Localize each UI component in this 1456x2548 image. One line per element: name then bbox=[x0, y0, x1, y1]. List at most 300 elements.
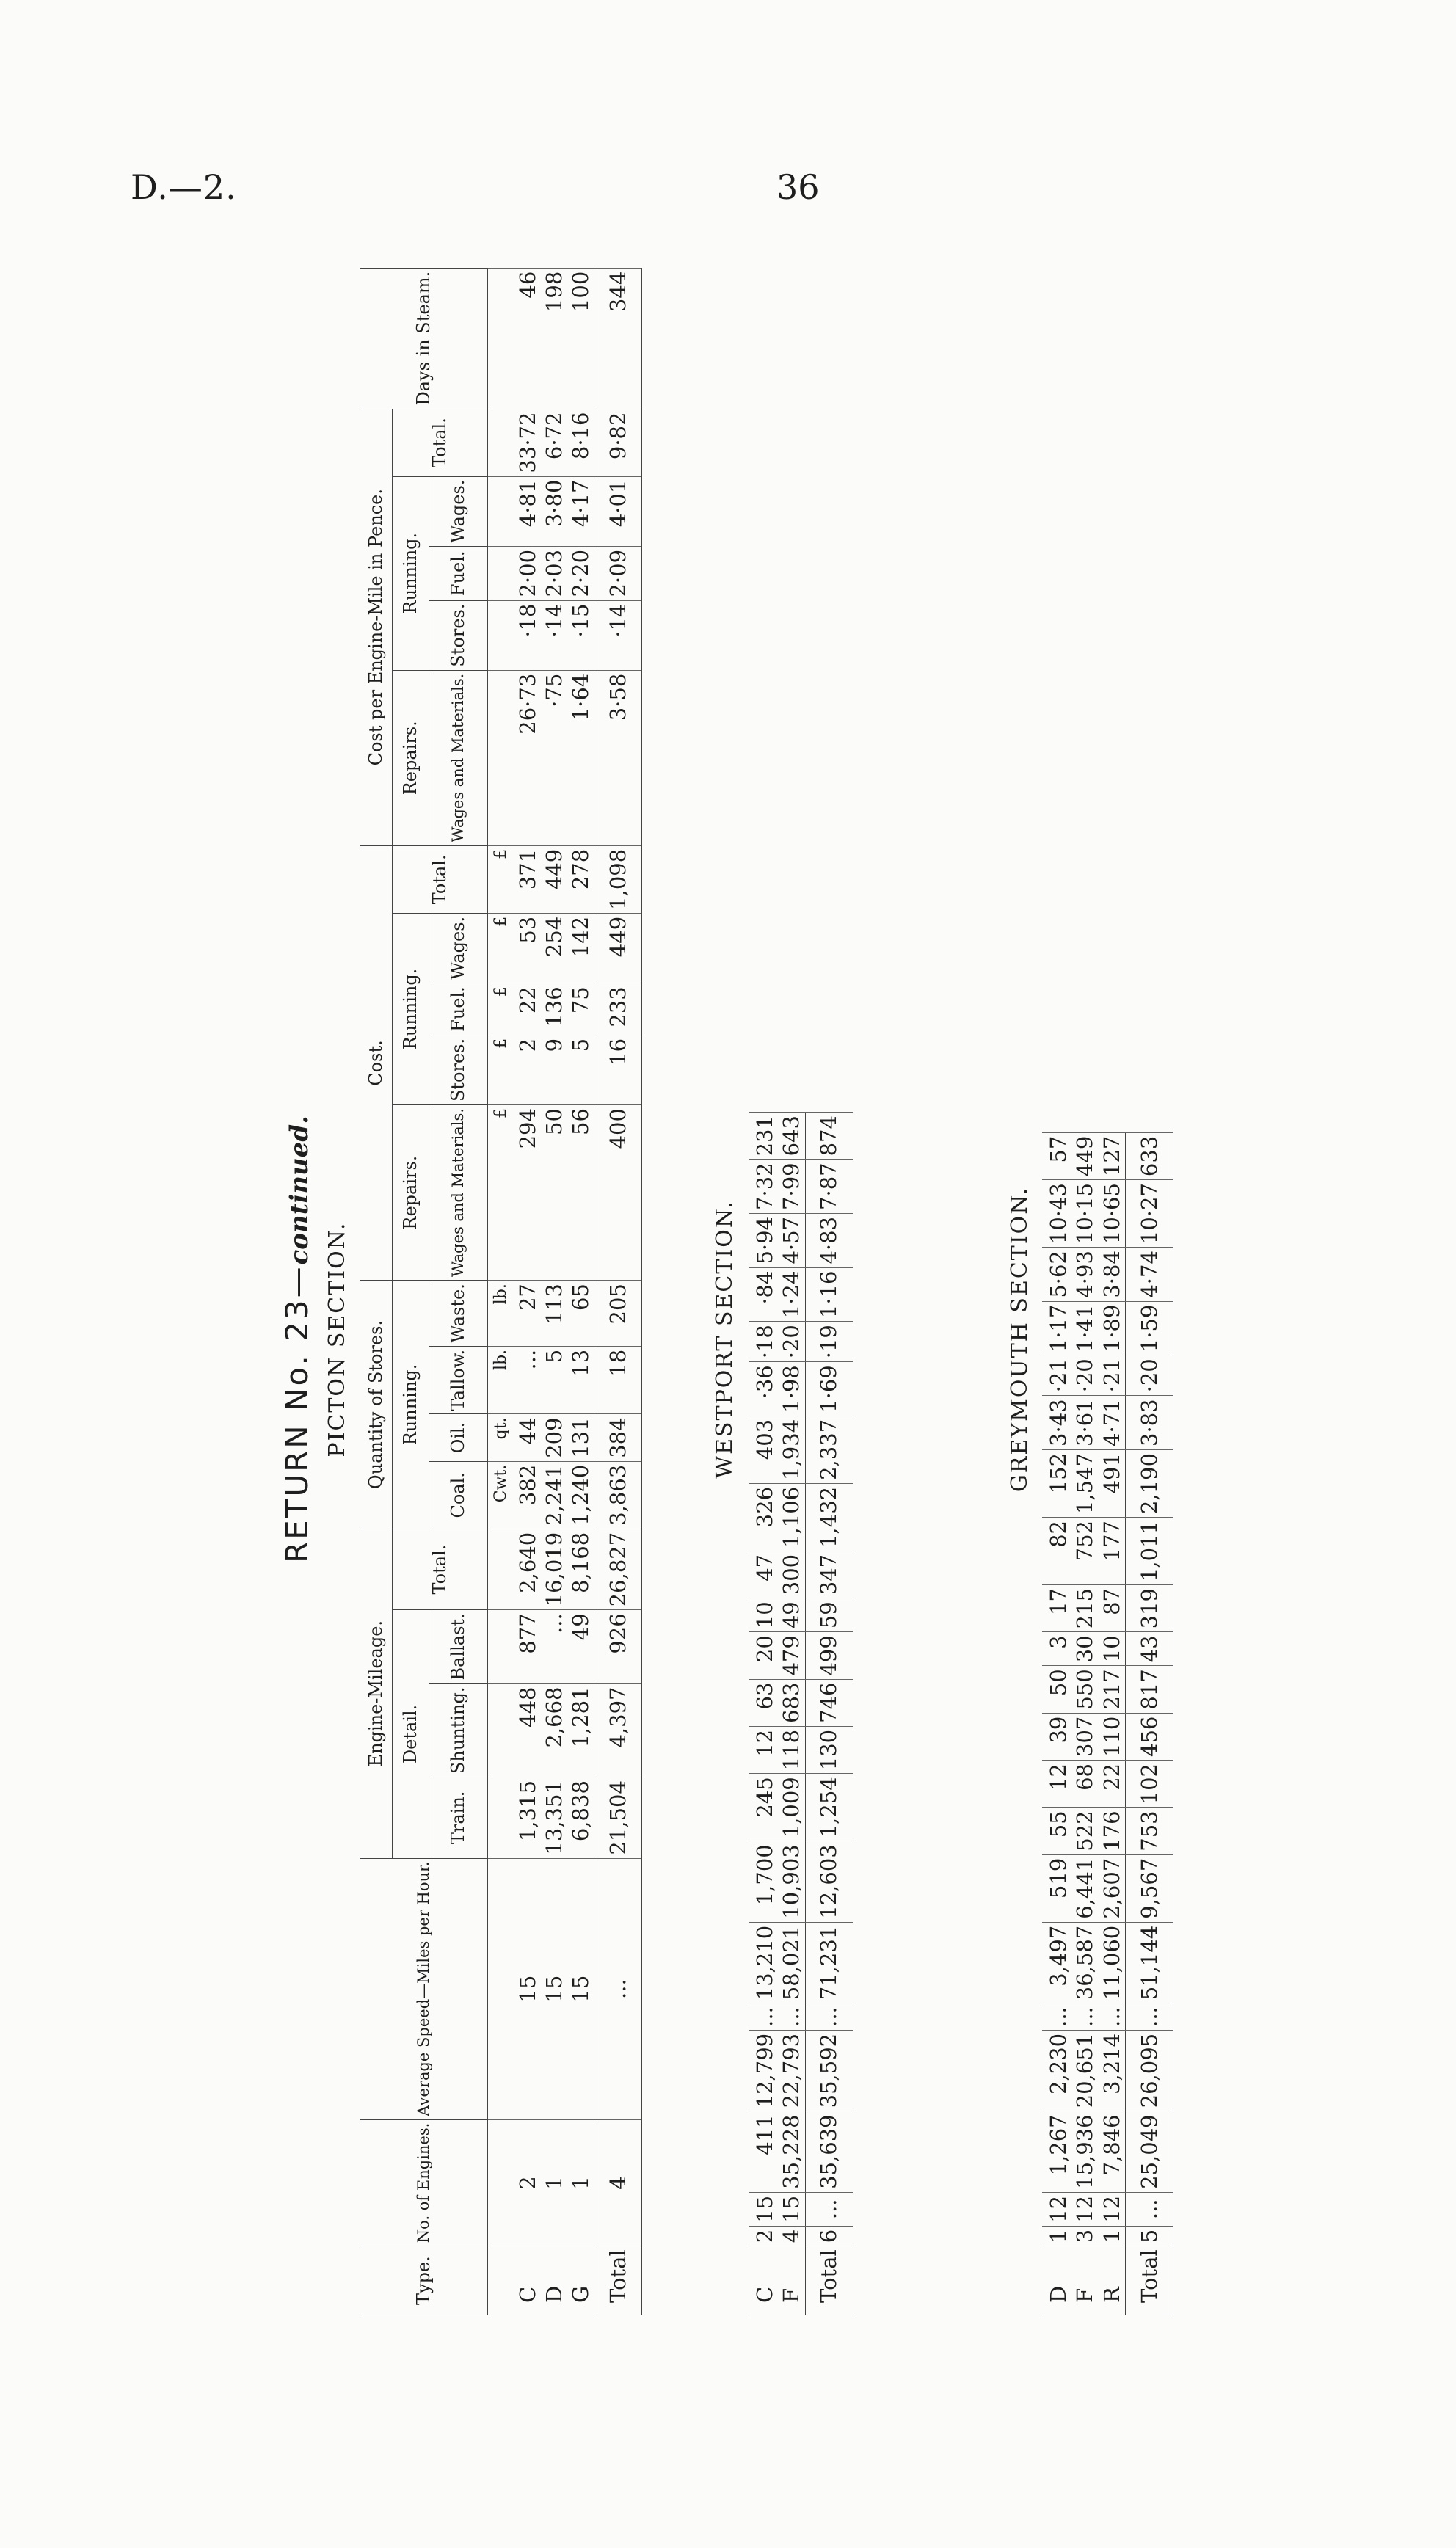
table-cell: 1,267 bbox=[1042, 2111, 1071, 2192]
table-cell: 12 bbox=[1042, 1761, 1071, 1808]
detail-header: Detail. bbox=[393, 1610, 429, 1858]
table-cell: 3·80 bbox=[541, 476, 567, 546]
table-cell: 82 bbox=[1042, 1517, 1071, 1584]
table-cell: 4 bbox=[778, 2226, 805, 2246]
table-cell: 53 bbox=[512, 913, 541, 983]
table-cell: 44 bbox=[512, 1414, 541, 1461]
table-cell: C bbox=[749, 2246, 778, 2315]
pence-stores-header: Stores. bbox=[429, 600, 488, 670]
table-cell: ·36 bbox=[749, 1362, 778, 1416]
table-cell: 33·72 bbox=[512, 409, 541, 476]
table-cell: 12 bbox=[749, 1726, 778, 1773]
table-cell bbox=[488, 1777, 512, 1858]
avg-speed-header: Average Speed—Miles per Hour. bbox=[360, 1858, 488, 2119]
table-cell: ... bbox=[805, 2192, 853, 2226]
table-cell: 7·99 bbox=[778, 1160, 805, 1214]
table-cell: 8·16 bbox=[567, 409, 594, 476]
table-cell: ·14 bbox=[594, 600, 642, 670]
table-cell: 456 bbox=[1125, 1713, 1173, 1760]
table-cell: 4·17 bbox=[567, 476, 594, 546]
pence-total-header: Total. bbox=[393, 409, 488, 476]
table-cell: 39 bbox=[1042, 1713, 1071, 1760]
table-cell: 1,315 bbox=[512, 1777, 541, 1858]
table-cell: 403 bbox=[749, 1416, 778, 1483]
table-cell: 56 bbox=[567, 1105, 594, 1281]
tallow-header: Tallow. bbox=[429, 1346, 488, 1414]
table-cell: 9,567 bbox=[1125, 1854, 1173, 1922]
table-cell: 36,587 bbox=[1071, 1922, 1098, 2003]
table-cell bbox=[488, 1684, 512, 1777]
table-cell: 26,827 bbox=[594, 1529, 642, 1609]
table-cell: 7·87 bbox=[805, 1160, 853, 1214]
table-cell: 1·17 bbox=[1042, 1301, 1071, 1355]
greymouth-body bbox=[1042, 1132, 1173, 2315]
table-cell: 3·43 bbox=[1042, 1396, 1071, 1450]
table-cell: ... bbox=[1071, 2003, 1098, 2031]
total-row bbox=[594, 268, 642, 2315]
table-cell: 217 bbox=[1099, 1666, 1126, 1713]
table-cell: 47 bbox=[749, 1551, 778, 1598]
table-cell: 10 bbox=[749, 1598, 778, 1632]
cost-header: Cost. bbox=[360, 845, 393, 1280]
table-cell: 519 bbox=[1042, 1854, 1071, 1922]
table-cell: 4 bbox=[594, 2119, 642, 2246]
table-cell: 326 bbox=[749, 1483, 778, 1551]
table-cell: 2,230 bbox=[1042, 2030, 1071, 2111]
table-cell: 10 bbox=[1099, 1632, 1126, 1666]
table-cell: 1,281 bbox=[567, 1684, 594, 1777]
table-cell: 11,060 bbox=[1099, 1922, 1126, 2003]
table-cell: 4·71 bbox=[1099, 1396, 1126, 1450]
table-cell: 5 bbox=[1125, 2226, 1173, 2246]
table-cell: 449 bbox=[594, 913, 642, 983]
table-cell: 13 bbox=[567, 1346, 594, 1414]
table-cell bbox=[488, 476, 512, 546]
wages-header: Wages. bbox=[429, 913, 488, 983]
table-cell: 10·27 bbox=[1125, 1180, 1173, 1248]
no-engines-header: No. of Engines. bbox=[360, 2119, 488, 2246]
document-code: D.—2. bbox=[131, 167, 237, 207]
table-cell: 50 bbox=[1042, 1666, 1071, 1713]
table-cell: 2,190 bbox=[1125, 1449, 1173, 1517]
table-cell: 6,441 bbox=[1071, 1854, 1098, 1922]
table-cell: 26,095 bbox=[1125, 2030, 1173, 2111]
continued-label: continued. bbox=[285, 1115, 314, 1265]
table-cell: £ bbox=[488, 913, 512, 983]
table-cell: 13,210 bbox=[749, 1922, 778, 2003]
table-cell bbox=[488, 600, 512, 670]
coal-header: Coal. bbox=[429, 1461, 488, 1529]
table-cell: 35,639 bbox=[805, 2111, 853, 2192]
table-cell: ·14 bbox=[541, 600, 567, 670]
table-cell: 35,228 bbox=[778, 2111, 805, 2192]
table-cell: £ bbox=[488, 845, 512, 913]
table-cell: 448 bbox=[512, 1684, 541, 1777]
table-cell: 49 bbox=[778, 1598, 805, 1632]
table-cell: ·20 bbox=[1125, 1355, 1173, 1396]
table-cell: 198 bbox=[541, 268, 567, 409]
table-cell: 176 bbox=[1099, 1808, 1126, 1854]
page-number: 36 bbox=[776, 167, 820, 207]
table-cell: ·84 bbox=[749, 1267, 778, 1322]
table-cell: 25,049 bbox=[1125, 2111, 1173, 2192]
table-cell: 926 bbox=[594, 1610, 642, 1684]
table-cell: 6 bbox=[805, 2226, 853, 2246]
table-cell: 1 bbox=[1099, 2226, 1126, 2246]
table-cell: 294 bbox=[512, 1105, 541, 1281]
table-cell: 479 bbox=[778, 1632, 805, 1679]
table-cell: ·75 bbox=[541, 670, 567, 845]
days-in-steam-header: Days in Steam. bbox=[360, 268, 488, 409]
table-cell: 254 bbox=[541, 913, 567, 983]
table-cell: 8,168 bbox=[567, 1529, 594, 1609]
table-cell: 2,640 bbox=[512, 1529, 541, 1609]
table-cell: ... bbox=[512, 1346, 541, 1414]
rotated-return-table bbox=[279, 114, 1456, 2315]
table-row bbox=[1042, 1132, 1071, 2315]
table-cell: 51,144 bbox=[1125, 1922, 1173, 2003]
table-cell: 1 bbox=[567, 2119, 594, 2246]
table-row bbox=[778, 1113, 805, 2315]
table-cell: 15 bbox=[512, 1858, 541, 2119]
total-row bbox=[1125, 1132, 1173, 2315]
table-cell: 2,241 bbox=[541, 1461, 567, 1529]
table-cell: 142 bbox=[567, 913, 594, 983]
picton-table bbox=[360, 268, 642, 2315]
table-cell bbox=[488, 268, 512, 409]
table-cell: Cwt. bbox=[488, 1461, 512, 1529]
table-cell: ... bbox=[541, 1610, 567, 1684]
table-cell bbox=[488, 2246, 512, 2315]
table-cell: 58,021 bbox=[778, 1922, 805, 2003]
table-cell: 2·03 bbox=[541, 546, 567, 600]
cost-per-mile-header: Cost per Engine-Mile in Pence. bbox=[360, 409, 393, 845]
table-cell: 1,254 bbox=[805, 1774, 853, 1841]
table-cell: 5·62 bbox=[1042, 1248, 1071, 1302]
table-cell: 15 bbox=[567, 1858, 594, 2119]
table-cell: 1,934 bbox=[778, 1416, 805, 1483]
table-cell: 17 bbox=[1042, 1585, 1071, 1632]
table-cell: 12,799 bbox=[749, 2030, 778, 2111]
table-cell: 26·73 bbox=[512, 670, 541, 845]
table-cell: £ bbox=[488, 1105, 512, 1281]
table-row bbox=[567, 268, 594, 2315]
table-cell: 15 bbox=[778, 2192, 805, 2226]
table-cell: 16 bbox=[594, 1035, 642, 1104]
table-cell: 752 bbox=[1071, 1517, 1098, 1584]
table-cell: 22 bbox=[1099, 1761, 1126, 1808]
units-row bbox=[488, 268, 512, 2315]
table-cell: 2·00 bbox=[512, 546, 541, 600]
table-cell: 1·16 bbox=[805, 1267, 853, 1322]
table-cell: 245 bbox=[749, 1774, 778, 1841]
ballast-header: Ballast. bbox=[429, 1610, 488, 1684]
quantity-of-stores-header: Quantity of Stores. bbox=[360, 1281, 393, 1529]
table-cell: 205 bbox=[594, 1281, 642, 1347]
table-cell: 131 bbox=[567, 1414, 594, 1461]
table-cell: 118 bbox=[778, 1726, 805, 1773]
table-cell: 1,098 bbox=[594, 845, 642, 913]
table-cell: 12,603 bbox=[805, 1841, 853, 1922]
westport-table bbox=[749, 1112, 853, 2315]
table-cell bbox=[488, 1529, 512, 1609]
table-cell: 278 bbox=[567, 845, 594, 913]
table-cell: 5 bbox=[541, 1346, 567, 1414]
shunting-header: Shunting. bbox=[429, 1684, 488, 1777]
table-cell: 449 bbox=[541, 845, 567, 913]
table-cell: 6,838 bbox=[567, 1777, 594, 1858]
table-cell: 100 bbox=[567, 268, 594, 409]
table-cell: 1,106 bbox=[778, 1483, 805, 1551]
section-title-picton: PICTON SECTION. bbox=[324, 1221, 350, 1457]
table-cell: 22 bbox=[512, 983, 541, 1035]
table-cell: ... bbox=[594, 1858, 642, 2119]
table-row bbox=[541, 268, 567, 2315]
table-cell: 491 bbox=[1099, 1449, 1126, 1517]
table-cell: 87 bbox=[1099, 1585, 1126, 1632]
table-cell: 10·65 bbox=[1099, 1180, 1126, 1248]
table-cell: £ bbox=[488, 983, 512, 1035]
table-cell: 633 bbox=[1125, 1132, 1173, 1179]
table-cell: R bbox=[1099, 2246, 1126, 2315]
table-cell: 15 bbox=[749, 2192, 778, 2226]
table-cell: 3·61 bbox=[1071, 1396, 1098, 1450]
wages-materials-header: Wages and Materials. bbox=[429, 1105, 488, 1281]
table-cell: 21,504 bbox=[594, 1777, 642, 1858]
table-cell: ... bbox=[1042, 2003, 1071, 2031]
table-cell: 215 bbox=[1071, 1585, 1098, 1632]
table-cell: 643 bbox=[778, 1113, 805, 1160]
table-cell: 4·83 bbox=[805, 1213, 853, 1267]
table-cell: 4·01 bbox=[594, 476, 642, 546]
table-cell: 2,668 bbox=[541, 1684, 567, 1777]
table-cell: ... bbox=[1125, 2003, 1173, 2031]
table-cell bbox=[488, 670, 512, 845]
table-cell: ... bbox=[805, 2003, 853, 2031]
table-cell: 1·98 bbox=[778, 1362, 805, 1416]
table-cell: 1·24 bbox=[778, 1267, 805, 1322]
pence-repairs-header: Repairs. bbox=[393, 670, 429, 845]
table-cell: F bbox=[778, 2246, 805, 2315]
table-cell: 1,700 bbox=[749, 1841, 778, 1922]
cost-repairs-header: Repairs. bbox=[393, 1105, 429, 1281]
table-cell: F bbox=[1071, 2246, 1098, 2315]
return-title bbox=[279, 363, 315, 2315]
cost-running-header: Running. bbox=[393, 913, 429, 1104]
table-cell: 152 bbox=[1042, 1449, 1071, 1517]
table-cell: ·15 bbox=[567, 600, 594, 670]
table-cell: ·18 bbox=[512, 600, 541, 670]
table-cell: 75 bbox=[567, 983, 594, 1035]
table-cell bbox=[488, 2119, 512, 2246]
table-cell: 68 bbox=[1071, 1761, 1098, 1808]
table-cell: 3,863 bbox=[594, 1461, 642, 1529]
table-cell: 1,432 bbox=[805, 1483, 853, 1551]
table-cell: 1 bbox=[541, 2119, 567, 2246]
table-cell: 49 bbox=[567, 1610, 594, 1684]
table-cell: ·20 bbox=[778, 1322, 805, 1362]
table-cell: 411 bbox=[749, 2111, 778, 2192]
table-cell: 2·09 bbox=[594, 546, 642, 600]
type-header: Type. bbox=[360, 2246, 488, 2315]
table-cell: G bbox=[567, 2246, 594, 2315]
table-cell: 3 bbox=[1071, 2226, 1098, 2246]
table-cell: D bbox=[541, 2246, 567, 2315]
table-cell bbox=[488, 1858, 512, 2119]
table-cell: 110 bbox=[1099, 1713, 1126, 1760]
table-cell: 231 bbox=[749, 1113, 778, 1160]
section-title-westport: WESTPORT SECTION. bbox=[712, 1200, 738, 1479]
table-cell: 10·15 bbox=[1071, 1180, 1098, 1248]
table-cell: 43 bbox=[1125, 1632, 1173, 1666]
table-row bbox=[1071, 1132, 1098, 2315]
table-cell: 6·72 bbox=[541, 409, 567, 476]
table-cell: 4·93 bbox=[1071, 1248, 1098, 1302]
table-cell: 877 bbox=[512, 1610, 541, 1684]
table-cell: lb. bbox=[488, 1281, 512, 1347]
table-cell: 449 bbox=[1071, 1132, 1098, 1179]
table-cell: 63 bbox=[749, 1679, 778, 1726]
table-row bbox=[512, 268, 541, 2315]
table-cell: 1·64 bbox=[567, 670, 594, 845]
table-cell: 5·94 bbox=[749, 1213, 778, 1267]
table-cell: ·18 bbox=[749, 1322, 778, 1362]
table-cell: 1·59 bbox=[1125, 1301, 1173, 1355]
table-cell: ·19 bbox=[805, 1322, 853, 1362]
table-cell: 344 bbox=[594, 268, 642, 409]
table-cell: 3·84 bbox=[1099, 1248, 1126, 1302]
table-cell: 400 bbox=[594, 1105, 642, 1281]
table-cell: 2,337 bbox=[805, 1416, 853, 1483]
table-cell: 65 bbox=[567, 1281, 594, 1347]
return-label: RETURN No. 23— bbox=[279, 1264, 315, 1563]
table-cell: 15 bbox=[541, 1858, 567, 2119]
table-cell: 2 bbox=[512, 1035, 541, 1104]
table-cell: 57 bbox=[1042, 1132, 1071, 1179]
westport-body bbox=[749, 1113, 853, 2315]
table-cell: 20,651 bbox=[1071, 2030, 1098, 2111]
section-title-greymouth: GREYMOUTH SECTION. bbox=[1007, 1186, 1033, 1493]
table-cell: 371 bbox=[512, 845, 541, 913]
table-cell: 3·58 bbox=[594, 670, 642, 845]
table-cell: 1,011 bbox=[1125, 1517, 1173, 1584]
table-cell: 113 bbox=[541, 1281, 567, 1347]
table-cell: 177 bbox=[1099, 1517, 1126, 1584]
table-cell bbox=[488, 409, 512, 476]
table-cell: 30 bbox=[1071, 1632, 1098, 1666]
table-cell bbox=[488, 546, 512, 600]
table-cell: 3 bbox=[1042, 1632, 1071, 1666]
table-cell: £ bbox=[488, 1035, 512, 1104]
table-cell: lb. bbox=[488, 1346, 512, 1414]
cost-total-header: Total. bbox=[393, 845, 488, 913]
table-cell: 7·32 bbox=[749, 1160, 778, 1214]
table-cell: ... bbox=[749, 2003, 778, 2031]
table-cell: 3·83 bbox=[1125, 1396, 1173, 1450]
table-cell: 2 bbox=[512, 2119, 541, 2246]
table-cell: 347 bbox=[805, 1551, 853, 1598]
greymouth-table bbox=[1042, 1132, 1173, 2315]
table-cell: 71,231 bbox=[805, 1922, 853, 2003]
table-cell bbox=[488, 1610, 512, 1684]
table-cell: 746 bbox=[805, 1679, 853, 1726]
table-cell: 50 bbox=[541, 1105, 567, 1281]
stores-header: Stores. bbox=[429, 1035, 488, 1104]
table-cell: ... bbox=[778, 2003, 805, 2031]
total-row bbox=[805, 1113, 853, 2315]
table-cell: 10,903 bbox=[778, 1841, 805, 1922]
table-cell: 817 bbox=[1125, 1666, 1173, 1713]
table-cell: ·21 bbox=[1099, 1355, 1126, 1396]
table-cell: 12 bbox=[1071, 2192, 1098, 2226]
table-cell: 2·20 bbox=[567, 546, 594, 600]
table-cell: 1·89 bbox=[1099, 1301, 1126, 1355]
table-cell: 1·41 bbox=[1071, 1301, 1098, 1355]
table-cell: 46 bbox=[512, 268, 541, 409]
table-cell: ·20 bbox=[1071, 1355, 1098, 1396]
table-cell: 209 bbox=[541, 1414, 567, 1461]
table-cell: 20 bbox=[749, 1632, 778, 1679]
table-cell: 130 bbox=[805, 1726, 853, 1773]
table-cell: 12 bbox=[1099, 2192, 1126, 2226]
table-cell: Total bbox=[594, 2246, 642, 2315]
table-cell: 4,397 bbox=[594, 1684, 642, 1777]
table-cell: 136 bbox=[541, 983, 567, 1035]
stores-running-header: Running. bbox=[393, 1281, 429, 1529]
table-cell: 522 bbox=[1071, 1808, 1098, 1854]
table-cell: D bbox=[1042, 2246, 1071, 2315]
table-cell: 7,846 bbox=[1099, 2111, 1126, 2192]
table-cell: 1,009 bbox=[778, 1774, 805, 1841]
table-cell: ·21 bbox=[1042, 1355, 1071, 1396]
table-cell: 753 bbox=[1125, 1808, 1173, 1854]
table-cell: 4·74 bbox=[1125, 1248, 1173, 1302]
table-cell: 59 bbox=[805, 1598, 853, 1632]
table-cell: 3,497 bbox=[1042, 1922, 1071, 2003]
table-cell: 1·69 bbox=[805, 1362, 853, 1416]
table-cell: 233 bbox=[594, 983, 642, 1035]
table-cell: 1,240 bbox=[567, 1461, 594, 1529]
table-cell: 55 bbox=[1042, 1808, 1071, 1854]
table-cell: Total bbox=[805, 2246, 853, 2315]
table-cell: 5 bbox=[567, 1035, 594, 1104]
table-cell: 2 bbox=[749, 2226, 778, 2246]
table-cell: 102 bbox=[1125, 1761, 1173, 1808]
table-cell: C bbox=[512, 2246, 541, 2315]
table-cell: 12 bbox=[1042, 2192, 1071, 2226]
train-header: Train. bbox=[429, 1777, 488, 1858]
table-cell: 300 bbox=[778, 1551, 805, 1598]
table-cell: 4·57 bbox=[778, 1213, 805, 1267]
table-cell: 683 bbox=[778, 1679, 805, 1726]
table-cell: Total bbox=[1125, 2246, 1173, 2315]
table-cell: 499 bbox=[805, 1632, 853, 1679]
table-cell: 1,547 bbox=[1071, 1449, 1098, 1517]
engine-mileage-header: Engine-Mileage. bbox=[360, 1529, 393, 1858]
table-cell: 1 bbox=[1042, 2226, 1071, 2246]
table-cell: 127 bbox=[1099, 1132, 1126, 1179]
table-cell: 3,214 bbox=[1099, 2030, 1126, 2111]
table-cell: 2,607 bbox=[1099, 1854, 1126, 1922]
table-cell: 10·43 bbox=[1042, 1180, 1071, 1248]
table-cell: 9·82 bbox=[594, 409, 642, 476]
table-cell: 874 bbox=[805, 1113, 853, 1160]
pence-wages-materials-header: Wages and Materials. bbox=[429, 670, 488, 845]
table-cell: ... bbox=[1099, 2003, 1126, 2031]
pence-fuel-header: Fuel. bbox=[429, 546, 488, 600]
picton-body bbox=[488, 268, 642, 2315]
table-cell: 9 bbox=[541, 1035, 567, 1104]
